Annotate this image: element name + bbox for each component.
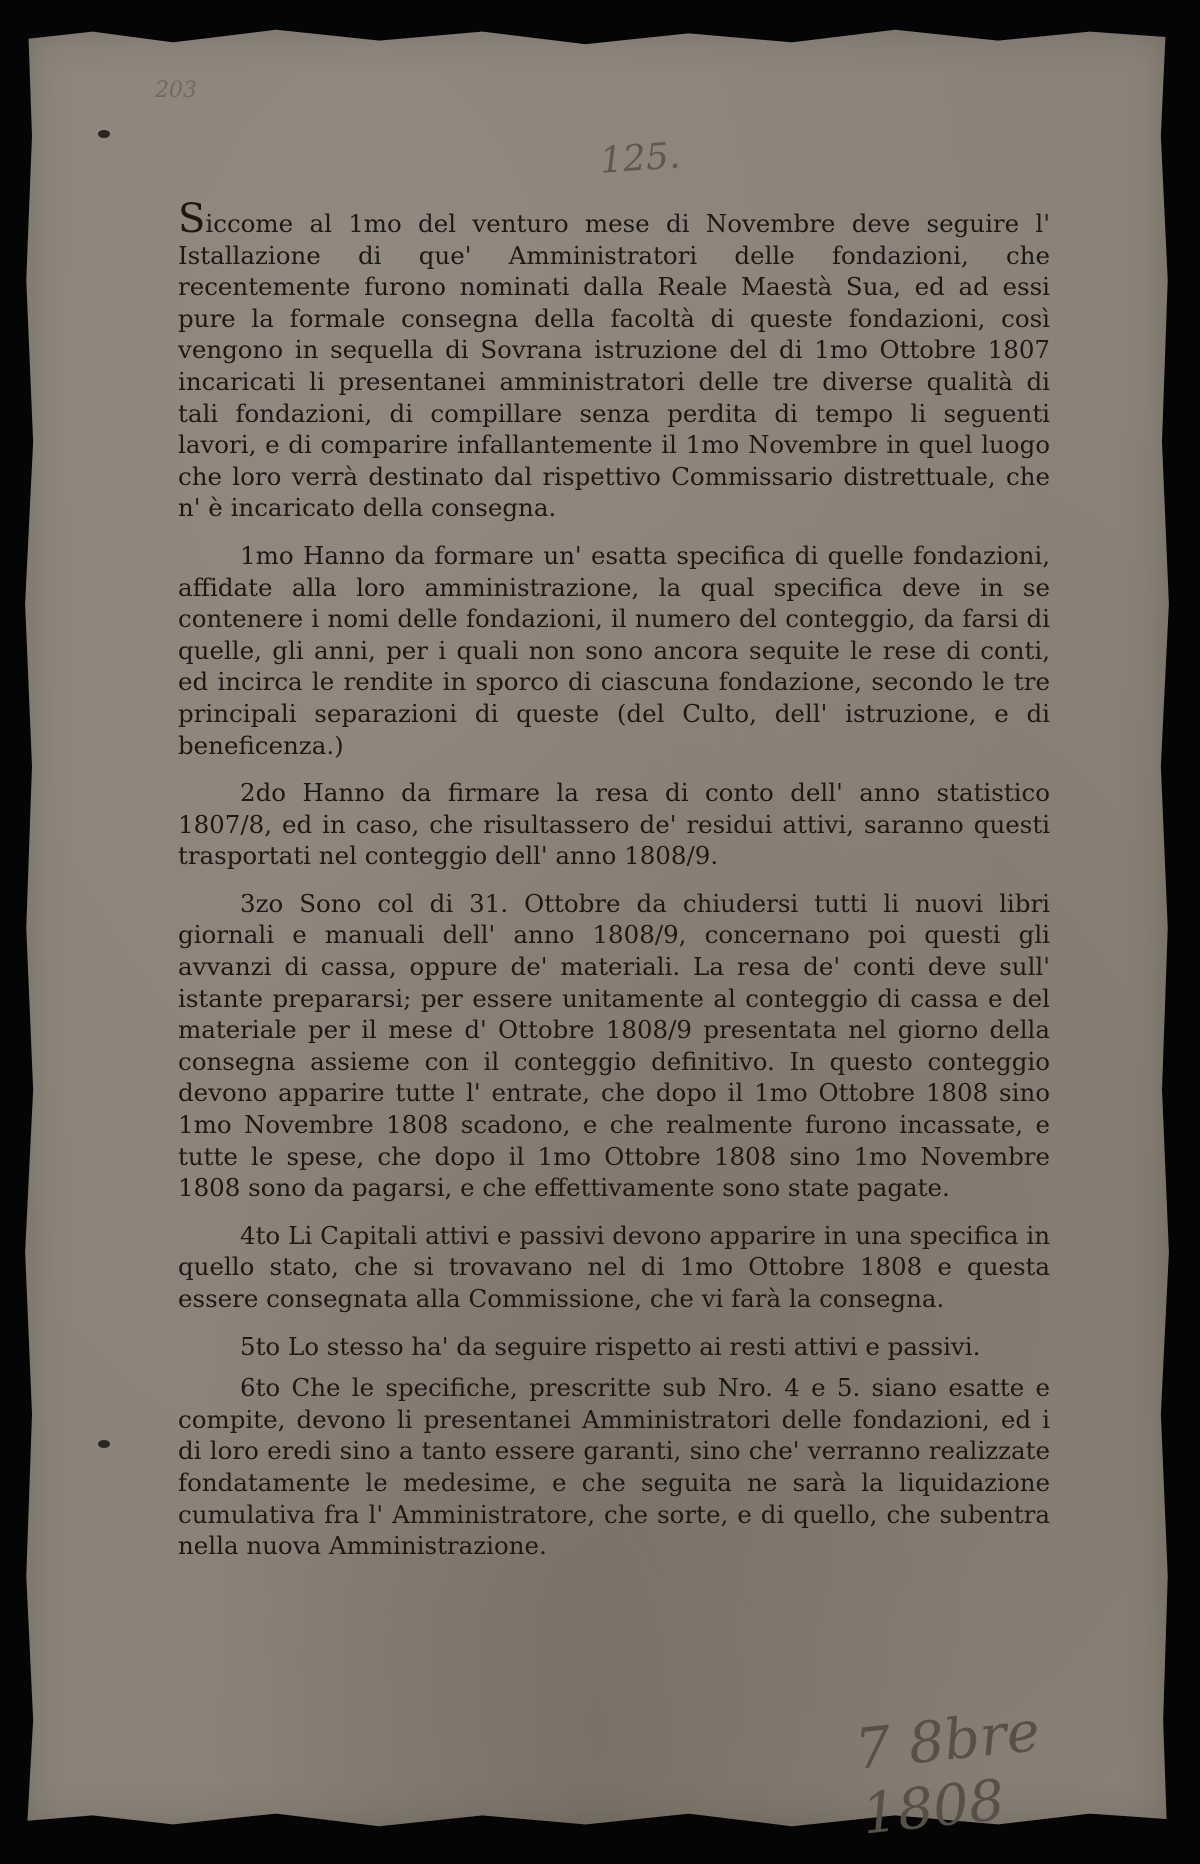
ink-spot: [98, 1440, 110, 1448]
item-paragraph-1: 1mo Hanno da formare un' esatta specifica di quelle fondazioni, affidate alla loro amministrazione, la qual specifica deve in se contenere i nomi delle fondazioni, il numero del conteggio, da farsi di quelle, gli anni, per i quali non sono ancora sequite le rese di conti, ed incirca le rendite in sporco di ciascuna fondazione, secondo le tre principali separazioni di queste (del Culto, dell' istruzione, e di beneficenza.): [178, 540, 1050, 760]
intro-paragraph: [178, 196, 1050, 524]
archive-number-note: 203: [155, 78, 197, 103]
decree-text: [178, 196, 1050, 1562]
item-paragraph-6: 6to Che le specifiche, prescritte sub Nro. 4 e 5. siano esatte e compite, devono li presentanei Amministratori delle fondazioni, ed i di loro eredi sino a tanto essere garanti, sino che' verranno realizzate fondatamente le medesime, e che seguita ne sarà la liquidazione cumulativa fra l' Amministratore, che sorte, e di quello, che subentra nella nuova Amministrazione.: [178, 1373, 1050, 1561]
item-paragraph-5: 5to Lo stesso ha' da seguire rispetto ai resti attivi e passivi.: [240, 1331, 981, 1361]
intro-text: iccome al 1mo del venturo mese di Novembre deve seguire l' Istallazione di que' Amministratori delle fondazioni, che recentemente furono nominati dalla Reale Maestà Sua, ed ad essi pure la formale consegna della facoltà di queste fondazioni, così vengono in sequella di Sovrana istruzione del di 1mo Ottobre 1807 incaricati li presentanei amministratori delle tre diverse qualità di tali fondazioni, di compillare senza perdita di tempo li seguenti lavori, e di comparire infallantemente il 1mo Novembre in quel luogo che loro verrà destinato dal rispettivo Commissario distrettuale, che n' è incaricato della consegna.: [178, 209, 1050, 523]
drop-cap: S: [178, 196, 206, 242]
folio-number-note: 125.: [598, 135, 682, 182]
item-paragraph-4: 4to Li Capitali attivi e passivi devono apparire in una specifica in quello stato, che si trovavano nel di 1mo Ottobre 1808 e questa essere consegnata alla Commissione, che vi farà la consegna.: [178, 1220, 1050, 1313]
item-paragraph-2: 2do Hanno da firmare la resa di conto dell' anno statistico 1807/8, ed in caso, che risultassero de' residui attivi, saranno questi trasportati nel conteggio dell' anno 1808/9.: [178, 778, 1050, 871]
item-paragraph-3: 3zo Sono col di 31. Ottobre da chiudersi tutti li nuovi libri giornali e manuali dell' anno 1808/9, concernano poi questi gli avvanzi di cassa, oppure de' materiali. La resa de' conti deve sull' istante prepararsi; per essere unitamente al conteggio di cassa e del materiale per il mese d' Ottobre 1808/9 presentata nel giorno della consegna assieme con il conteggio definitivo. In questo conteggio devono apparire tutte l' entrate, che dopo il 1mo Ottobre 1808 sino 1mo Novembre 1808 scadono, e che realmente furono incassate, e tutte le spese, che dopo il 1mo Ottobre 1808 sino 1mo Novembre 1808 sono da pagarsi, e che effettivamente sono state pagate.: [178, 888, 1050, 1203]
ink-spot: [98, 130, 110, 138]
handwritten-date-note: 7 8bre 1808: [852, 1698, 1043, 1848]
